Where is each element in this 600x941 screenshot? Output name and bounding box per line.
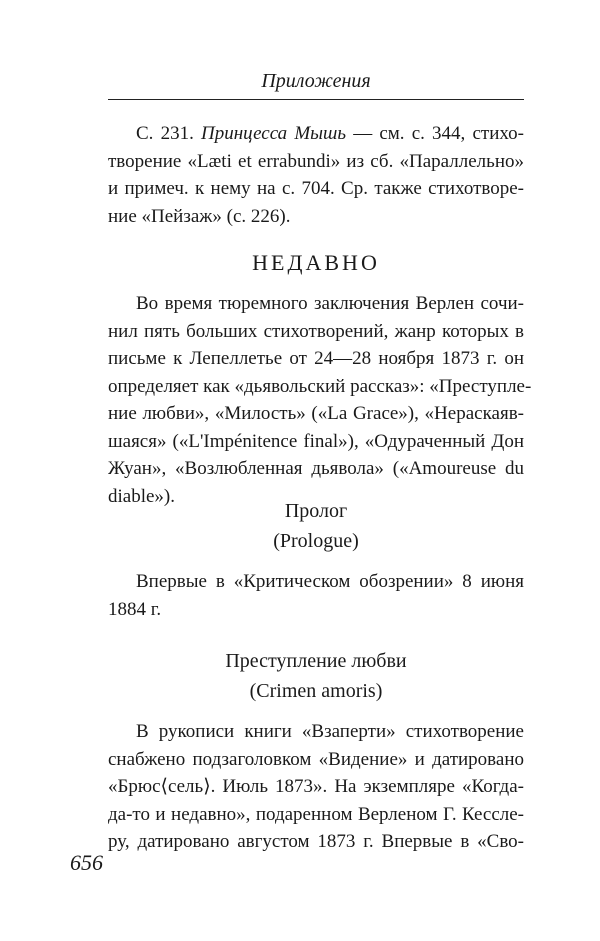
section-intro — [108, 290, 532, 510]
text-line: шаяся» («L'Impénitence final»), «Одураченный Дон — [108, 430, 524, 452]
header-rule — [108, 99, 524, 100]
text-line: ру, датировано августом 1873 г. Впервые в «Сво- — [108, 831, 524, 852]
crimen-title: Преступление любви — [225, 650, 407, 672]
poem-title-italic: Принцесса Мышь — [201, 123, 347, 144]
crimen-original-title: (Crimen amoris) — [249, 680, 383, 702]
text-line: Впервые в «Критическом обозрении» 8 июня — [136, 571, 524, 592]
text-line: ние любви», «Милость» («La Grace»), «Нераскаяв- — [108, 403, 524, 424]
text-line: diable»). — [108, 485, 176, 507]
text-line: «Брюс⟨сель⟩. Июль 1873». На экземпляре «Когда- — [108, 776, 524, 797]
crimen-note — [108, 718, 524, 856]
text-line: да-то и недавно», подаренном Верленом Г. Кессле- — [108, 803, 524, 825]
text-line: Жуан», «Возлюбленная дьявола» («Amoureuse du — [108, 458, 524, 479]
text-line: Во время тюремного заключения Верлен сочи- — [136, 293, 524, 314]
section-title: НЕДАВНО — [252, 250, 380, 275]
page-number: 656 — [70, 850, 103, 875]
text-line: ние «Пейзаж» (с. 226). — [108, 205, 291, 227]
prologue-note — [108, 568, 524, 623]
text-line: творение «Læti et errabundi» из сб. «Параллельно» — [108, 150, 524, 172]
text-line: письме к Лепеллетье от 24—28 ноября 1873 г. он — [108, 348, 524, 369]
text-line: определяет как «дьявольский рассказ»: «Преступле- — [108, 375, 532, 397]
text-line: и примеч. к нему на с. 704. Ср. также стихотворе- — [108, 178, 524, 199]
prologue-title: Пролог — [284, 500, 348, 522]
note-princess — [108, 120, 524, 230]
running-head: Приложения — [261, 70, 371, 92]
prologue-original-title: (Prologue) — [273, 530, 359, 552]
text-line: нил пять больших стихотворений, жанр которых в — [108, 320, 524, 342]
text-line: С. 231. Принцесса Мышь — см. с. 344, стихо- — [136, 123, 524, 144]
text-line: снабжено подзаголовком «Видение» и датировано — [108, 748, 524, 770]
text-line: В рукописи книги «Взаперти» стихотворение — [136, 721, 524, 742]
text-line: 1884 г. — [108, 598, 162, 620]
